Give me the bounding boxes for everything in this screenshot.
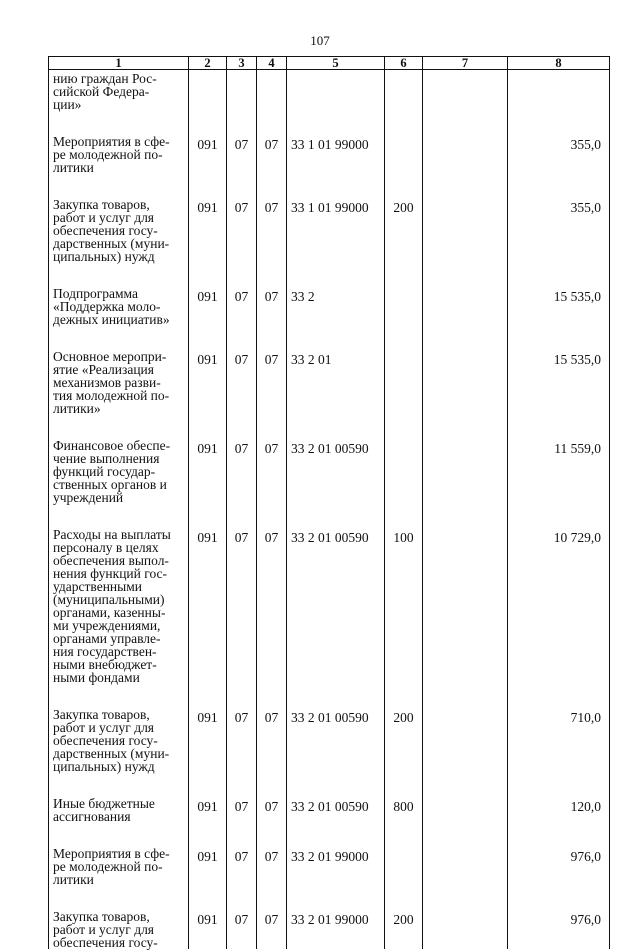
cell-target-article: 33 2 01 99000 — [287, 910, 385, 949]
cell-section: 07 — [227, 135, 257, 174]
cell-section: 07 — [227, 847, 257, 886]
cell-section: 07 — [227, 287, 257, 326]
spacer-cell — [257, 174, 287, 198]
cell-subsection: 07 — [257, 198, 287, 263]
cell-amount: 976,0 — [508, 910, 610, 949]
spacer-cell — [227, 504, 257, 528]
cell-admin-code: 091 — [189, 350, 227, 415]
spacer-cell — [49, 326, 189, 350]
cell-description: Мероприятия в сфе- ре молодежной по- литики — [49, 847, 189, 886]
cell-admin-code: 091 — [189, 910, 227, 949]
spacer-cell — [287, 886, 385, 910]
cell-expense-type: 100 — [385, 528, 423, 684]
cell-section: 07 — [227, 439, 257, 504]
cell-column-7 — [423, 797, 508, 823]
spacer-cell — [257, 504, 287, 528]
cell-target-article: 33 1 01 99000 — [287, 135, 385, 174]
column-header: 1 — [49, 57, 189, 70]
budget-table — [48, 56, 610, 949]
spacer-cell — [385, 326, 423, 350]
cell-description: Расходы на выплаты персоналу в целях обеспечения выпол- нения функций гос- ударственными (муниципальными) органами, казенны- ми учреждениями, органами управле- ния государствен- ными внебюджет- ными фондами — [49, 528, 189, 684]
spacer-cell — [257, 263, 287, 287]
page-number: 107 — [310, 33, 330, 48]
spacer-cell — [287, 174, 385, 198]
spacer-cell — [189, 263, 227, 287]
spacer-cell — [257, 326, 287, 350]
spacer-cell — [49, 504, 189, 528]
spacer-cell — [49, 415, 189, 439]
cell-column-7 — [423, 350, 508, 415]
cell-section: 07 — [227, 350, 257, 415]
cell-target-article: 33 2 01 — [287, 350, 385, 415]
table-row — [49, 847, 610, 886]
cell-expense-type — [385, 847, 423, 886]
spacer-cell — [287, 326, 385, 350]
cell-section: 07 — [227, 708, 257, 773]
spacer-cell — [508, 415, 610, 439]
spacer-cell — [385, 773, 423, 797]
spacer-cell — [287, 504, 385, 528]
spacer-cell — [385, 415, 423, 439]
spacer-cell — [227, 326, 257, 350]
spacer-cell — [227, 174, 257, 198]
cell-description: Закупка товаров, работ и услуг для обеспечения госу- дарственных (муни- ципальных) нужд — [49, 198, 189, 263]
cell-admin-code: 091 — [189, 135, 227, 174]
spacer-cell — [508, 504, 610, 528]
cell-target-article — [287, 70, 385, 112]
spacer-cell — [257, 823, 287, 847]
spacer-cell — [189, 684, 227, 708]
cell-subsection: 07 — [257, 135, 287, 174]
spacer-cell — [227, 111, 257, 135]
spacer-cell — [385, 684, 423, 708]
column-header: 8 — [508, 57, 610, 70]
cell-target-article: 33 1 01 99000 — [287, 198, 385, 263]
cell-column-7 — [423, 528, 508, 684]
spacer-cell — [423, 886, 508, 910]
spacer-cell — [189, 773, 227, 797]
spacer-cell — [49, 263, 189, 287]
spacer-cell — [189, 886, 227, 910]
table-row — [49, 439, 610, 504]
cell-admin-code: 091 — [189, 847, 227, 886]
spacer-cell — [423, 111, 508, 135]
cell-column-7 — [423, 287, 508, 326]
spacer-cell — [49, 111, 189, 135]
spacer-cell — [508, 111, 610, 135]
row-spacer — [49, 773, 610, 797]
cell-section — [227, 70, 257, 112]
cell-section: 07 — [227, 528, 257, 684]
cell-column-7 — [423, 70, 508, 112]
cell-description: Иные бюджетные ассигнования — [49, 797, 189, 823]
spacer-cell — [508, 773, 610, 797]
spacer-cell — [287, 415, 385, 439]
cell-amount: 355,0 — [508, 198, 610, 263]
cell-amount: 976,0 — [508, 847, 610, 886]
spacer-cell — [257, 773, 287, 797]
cell-admin-code — [189, 70, 227, 112]
spacer-cell — [49, 684, 189, 708]
row-spacer — [49, 174, 610, 198]
cell-column-7 — [423, 198, 508, 263]
spacer-cell — [49, 773, 189, 797]
cell-amount: 10 729,0 — [508, 528, 610, 684]
row-spacer — [49, 111, 610, 135]
column-header: 4 — [257, 57, 287, 70]
spacer-cell — [287, 111, 385, 135]
spacer-cell — [227, 823, 257, 847]
table-row — [49, 708, 610, 773]
spacer-cell — [287, 823, 385, 847]
spacer-cell — [227, 886, 257, 910]
column-header: 3 — [227, 57, 257, 70]
table-row — [49, 797, 610, 823]
row-spacer — [49, 886, 610, 910]
spacer-cell — [423, 504, 508, 528]
spacer-cell — [189, 174, 227, 198]
cell-target-article: 33 2 01 00590 — [287, 528, 385, 684]
spacer-cell — [49, 823, 189, 847]
table-row — [49, 70, 610, 112]
spacer-cell — [227, 415, 257, 439]
table-row — [49, 135, 610, 174]
table-row — [49, 287, 610, 326]
spacer-cell — [257, 684, 287, 708]
column-header: 7 — [423, 57, 508, 70]
spacer-cell — [423, 415, 508, 439]
table-row — [49, 528, 610, 684]
cell-description: нию граждан Рос- сийской Федера- ции» — [49, 70, 189, 112]
cell-section: 07 — [227, 198, 257, 263]
spacer-cell — [385, 263, 423, 287]
cell-target-article: 33 2 01 99000 — [287, 847, 385, 886]
row-spacer — [49, 263, 610, 287]
row-spacer — [49, 326, 610, 350]
cell-expense-type: 200 — [385, 198, 423, 263]
spacer-cell — [385, 174, 423, 198]
cell-column-7 — [423, 135, 508, 174]
spacer-cell — [508, 886, 610, 910]
cell-description: Основное меропри- ятие «Реализация механизмов разви- тия молодежной по- литики» — [49, 350, 189, 415]
cell-admin-code: 091 — [189, 439, 227, 504]
cell-column-7 — [423, 439, 508, 504]
cell-expense-type: 200 — [385, 910, 423, 949]
spacer-cell — [508, 263, 610, 287]
spacer-cell — [423, 326, 508, 350]
cell-subsection: 07 — [257, 439, 287, 504]
spacer-cell — [423, 773, 508, 797]
cell-subsection: 07 — [257, 708, 287, 773]
cell-subsection: 07 — [257, 797, 287, 823]
spacer-cell — [189, 415, 227, 439]
cell-target-article: 33 2 01 00590 — [287, 439, 385, 504]
table-row — [49, 910, 610, 949]
row-spacer — [49, 684, 610, 708]
spacer-cell — [257, 111, 287, 135]
spacer-cell — [49, 174, 189, 198]
spacer-cell — [385, 504, 423, 528]
cell-amount: 11 559,0 — [508, 439, 610, 504]
cell-expense-type: 200 — [385, 708, 423, 773]
spacer-cell — [189, 111, 227, 135]
cell-admin-code: 091 — [189, 198, 227, 263]
cell-subsection: 07 — [257, 847, 287, 886]
cell-column-7 — [423, 708, 508, 773]
table-header-row — [49, 57, 610, 70]
cell-column-7 — [423, 910, 508, 949]
cell-amount: 710,0 — [508, 708, 610, 773]
cell-subsection: 07 — [257, 528, 287, 684]
row-spacer — [49, 415, 610, 439]
cell-description: Мероприятия в сфе- ре молодежной по- литики — [49, 135, 189, 174]
spacer-cell — [423, 174, 508, 198]
spacer-cell — [385, 886, 423, 910]
cell-description: Закупка товаров, работ и услуг для обеспечения госу- дарственных (муни- ципальных) нужд — [49, 708, 189, 773]
cell-subsection: 07 — [257, 910, 287, 949]
cell-description: Подпрограмма «Поддержка моло- дежных инициатив» — [49, 287, 189, 326]
cell-column-7 — [423, 847, 508, 886]
cell-target-article: 33 2 01 00590 — [287, 708, 385, 773]
cell-amount: 15 535,0 — [508, 287, 610, 326]
cell-expense-type — [385, 350, 423, 415]
spacer-cell — [49, 886, 189, 910]
spacer-cell — [385, 823, 423, 847]
spacer-cell — [423, 263, 508, 287]
table-row — [49, 198, 610, 263]
spacer-cell — [423, 684, 508, 708]
column-header: 2 — [189, 57, 227, 70]
spacer-cell — [508, 684, 610, 708]
table-row — [49, 350, 610, 415]
cell-amount: 120,0 — [508, 797, 610, 823]
cell-description: Закупка товаров, работ и услуг для обеспечения госу- — [49, 910, 189, 949]
spacer-cell — [189, 504, 227, 528]
spacer-cell — [287, 263, 385, 287]
cell-amount: 355,0 — [508, 135, 610, 174]
cell-section: 07 — [227, 797, 257, 823]
row-spacer — [49, 504, 610, 528]
row-spacer — [49, 823, 610, 847]
spacer-cell — [423, 823, 508, 847]
spacer-cell — [385, 111, 423, 135]
cell-admin-code: 091 — [189, 708, 227, 773]
cell-amount — [508, 70, 610, 112]
table-body — [49, 70, 610, 950]
spacer-cell — [227, 773, 257, 797]
spacer-cell — [287, 684, 385, 708]
spacer-cell — [508, 174, 610, 198]
cell-expense-type — [385, 70, 423, 112]
spacer-cell — [189, 326, 227, 350]
spacer-cell — [227, 263, 257, 287]
cell-target-article: 33 2 01 00590 — [287, 797, 385, 823]
spacer-cell — [227, 684, 257, 708]
spacer-cell — [508, 823, 610, 847]
spacer-cell — [189, 823, 227, 847]
cell-expense-type: 800 — [385, 797, 423, 823]
column-header: 6 — [385, 57, 423, 70]
cell-subsection — [257, 70, 287, 112]
spacer-cell — [287, 773, 385, 797]
cell-amount: 15 535,0 — [508, 350, 610, 415]
spacer-cell — [257, 415, 287, 439]
cell-target-article: 33 2 — [287, 287, 385, 326]
spacer-cell — [257, 886, 287, 910]
cell-admin-code: 091 — [189, 528, 227, 684]
cell-admin-code: 091 — [189, 797, 227, 823]
spacer-cell — [508, 326, 610, 350]
column-header: 5 — [287, 57, 385, 70]
cell-subsection: 07 — [257, 350, 287, 415]
cell-subsection: 07 — [257, 287, 287, 326]
cell-admin-code: 091 — [189, 287, 227, 326]
cell-section: 07 — [227, 910, 257, 949]
cell-expense-type — [385, 287, 423, 326]
cell-description: Финансовое обеспе- чение выполнения функций государ- ственных органов и учреждений — [49, 439, 189, 504]
cell-expense-type — [385, 135, 423, 174]
cell-expense-type — [385, 439, 423, 504]
